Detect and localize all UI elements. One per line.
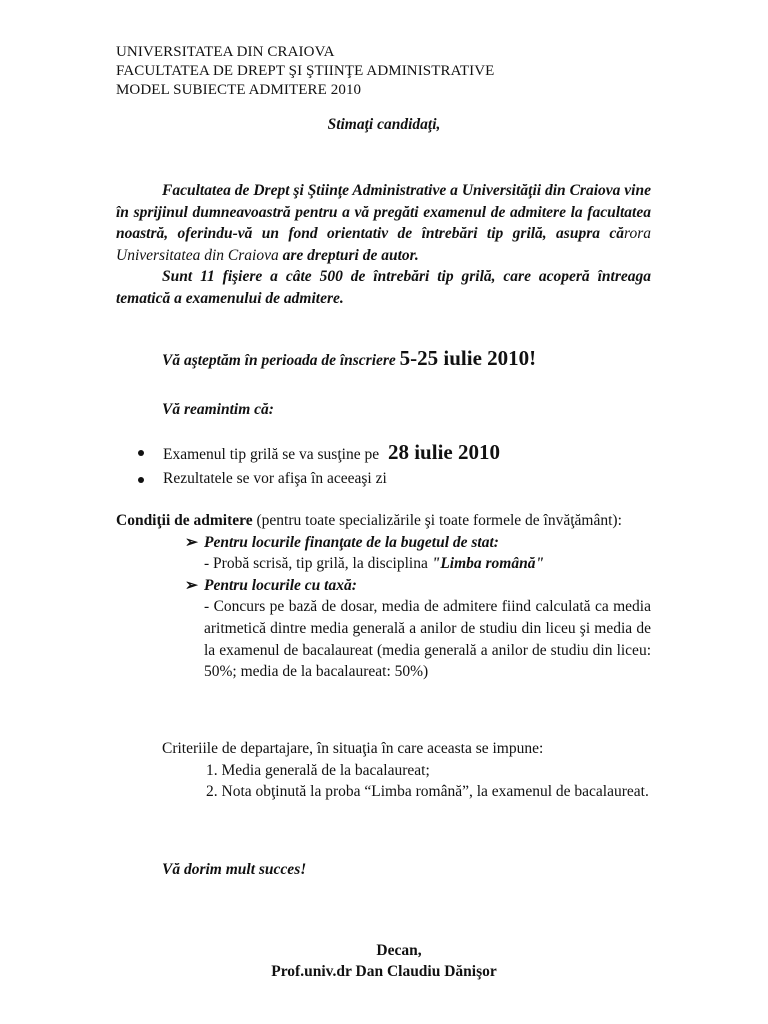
- arrow-bullet-icon: ➢: [185, 533, 198, 551]
- document-header: [116, 43, 494, 100]
- list-item: [138, 440, 500, 467]
- enrollment-notice: [162, 346, 536, 371]
- header-university: UNIVERSITATEA DIN CRAIOVA: [116, 44, 335, 60]
- tax-title-line: [185, 575, 651, 597]
- intro-paragraph-2: Sunt 11 fişiere a câte 500 de întrebări tip grilă, care acoperă întreaga tematică a examenului de admitere.: [116, 268, 651, 307]
- intro-text-c: are drepturi de autor.: [278, 246, 419, 264]
- reminder-heading: Vă reamintim că:: [162, 401, 274, 418]
- tiebreak-criteria: [162, 738, 651, 803]
- conditions-heading: [116, 510, 651, 532]
- criteria-item-1: 1. Media generală de la bacalaureat;: [206, 761, 430, 779]
- reminder-list: [138, 440, 500, 491]
- budget-text: - Probă scrisă, tip grilă, la disciplina: [204, 555, 432, 573]
- criteria-intro: Criteriile de departajare, în situaţia în care aceasta se impune:: [162, 740, 544, 757]
- intro-text-a: Facultatea de Drept şi Ştiinţe Administrative a Universităţii din Craiova vine în sprijinul dumneavoastră pentru a vă pregăti examenul de admitere la facultatea noastră, oferindu-vă un fond orientativ de întrebări tip grilă, asupra că: [116, 182, 651, 243]
- tax-description: - Concurs pe bază de dosar, media de admitere fiind calculată ca media aritmetică dintre media generală a anilor de studiu din liceu şi media de la examenul de bacalaureat (media generală a anilor de studiu din liceu: 50%; media de la bacalaureat: 50%): [204, 598, 651, 681]
- criteria-item-2: 2. Nota obţinută la proba “Limba română”, la examenul de bacalaureat.: [206, 783, 649, 801]
- budget-subject: "Limba română": [431, 555, 545, 573]
- admission-conditions: [116, 510, 651, 683]
- greeting: Stimaţi candidaţi,: [327, 116, 441, 133]
- header-faculty: FACULTATEA DE DREPT ŞI ŞTIINŢE ADMINISTRATIVE: [116, 63, 495, 79]
- intro-section: [116, 180, 651, 310]
- enrollment-text: Vă aşteptăm în perioada de înscriere: [162, 352, 400, 369]
- bullet-icon: [138, 450, 144, 456]
- conditions-title: Condiţii de admitere: [116, 512, 253, 529]
- conditions-list: [185, 532, 651, 683]
- tax-title: Pentru locurile cu taxă:: [204, 576, 357, 594]
- signature-title: Decan,: [376, 942, 422, 959]
- enrollment-dates: 5-25 iulie 2010!: [399, 346, 537, 370]
- header-subject: MODEL SUBIECTE ADMITERE 2010: [116, 82, 362, 98]
- arrow-bullet-icon: ➢: [185, 576, 198, 594]
- signature-name: Prof.univ.dr Dan Claudiu Dănişor: [271, 963, 497, 980]
- budget-title: Pentru locurile finanţate de la bugetul de stat:: [204, 533, 499, 551]
- budget-title-line: [185, 532, 651, 554]
- exam-date: 28 iulie 2010: [387, 440, 500, 464]
- closing-wish: Vă dorim mult succes!: [162, 861, 307, 878]
- signature-block: [0, 940, 768, 982]
- conditions-scope: (pentru toate specializările şi toate formele de învăţământ):: [252, 512, 622, 529]
- bullet-icon: [138, 477, 144, 483]
- results-text: Rezultatele se vor afişa în aceeaşi zi: [163, 470, 387, 487]
- intro-paragraph-1: [116, 180, 651, 266]
- intro-text-b: rora Universitatea din Craiova: [116, 225, 651, 264]
- list-item: [138, 467, 500, 491]
- exam-text: Examenul tip grilă se va susţine pe: [163, 446, 383, 463]
- budget-description: [204, 553, 651, 575]
